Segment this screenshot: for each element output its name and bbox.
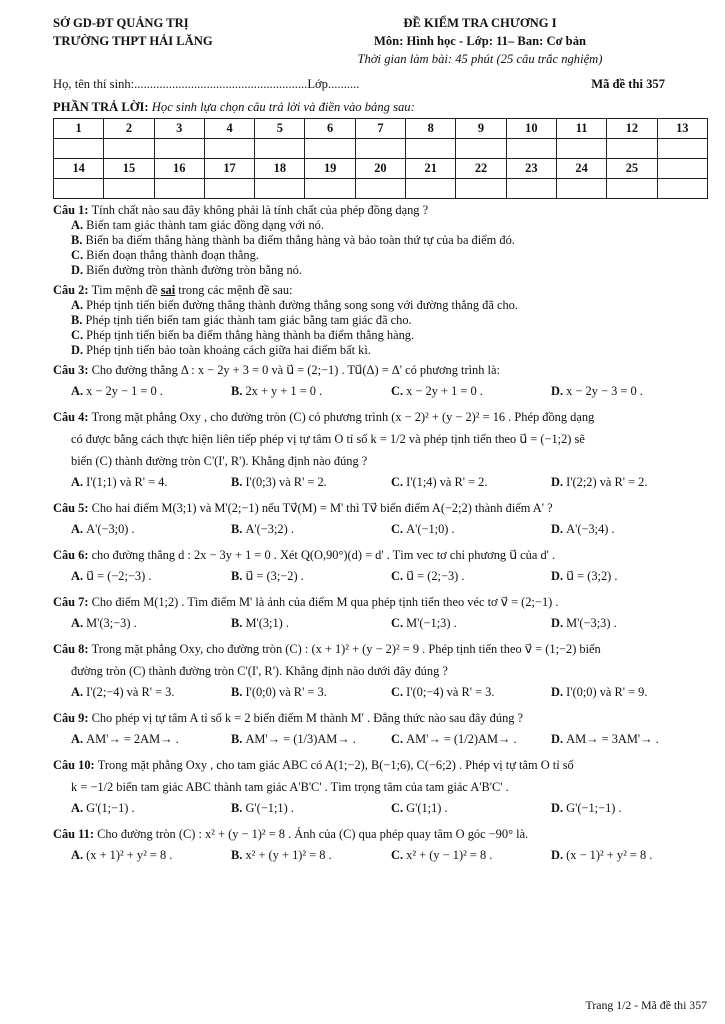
answer-option[interactable]: C. x² + (y − 1)² = 8 . <box>391 848 493 862</box>
exam-subject: Môn: Hình học - Lớp: 11– Ban: Cơ bản <box>374 34 586 48</box>
answer-option[interactable]: A. Biến tam giác thành tam giác đồng dạng với nó. <box>71 218 324 232</box>
answer-blank-cell[interactable] <box>657 139 707 159</box>
question-text: Câu 4: Trong mặt phẳng Oxy , cho đường tròn (C) có phương trình (x − 2)² + (y − 2)² = 16 . Phép đồng dạng <box>53 410 595 424</box>
answer-blank-cell[interactable] <box>406 179 456 199</box>
question-text: Câu 9: Cho phép vị tự tâm A tỉ số k = 2 biến điểm M thành M' . Đẳng thức nào sau đây đúng ? <box>53 711 524 725</box>
answer-number-cell: 19 <box>305 159 355 179</box>
answer-option[interactable]: D. I'(2;2) và R' = 2. <box>551 475 648 489</box>
exam-duration: Thời gian làm bài: 45 phút (25 câu trắc nghiệm) <box>357 52 603 66</box>
answer-option[interactable]: B. u⃗ = (3;−2) . <box>231 569 304 583</box>
answer-number-cell: 12 <box>607 119 657 139</box>
answer-option[interactable]: D. x − 2y − 3 = 0 . <box>551 384 643 398</box>
option-letter: C. <box>391 384 407 398</box>
answer-blank-cell[interactable] <box>657 179 707 199</box>
answer-option[interactable]: C. Phép tịnh tiến biến ba điểm thẳng hàng thành ba điểm thẳng hàng. <box>71 328 415 342</box>
answer-number-cell: 25 <box>607 159 657 179</box>
option-letter: C. <box>391 732 407 746</box>
question-label: Câu 8: <box>53 642 92 656</box>
option-letter: C. <box>71 328 87 342</box>
answer-option[interactable]: C. I'(1;4) và R' = 2. <box>391 475 488 489</box>
answer-number-cell: 4 <box>204 119 254 139</box>
answer-option[interactable]: A. (x + 1)² + y² = 8 . <box>71 848 173 862</box>
answer-option[interactable]: A. Phép tịnh tiến biến đường thẳng thành đường thẳng song song với đường thẳng đã cho. <box>71 298 518 312</box>
answer-section-title <box>53 100 415 115</box>
answer-section-label: PHẦN TRẢ LỜI: <box>53 100 149 114</box>
answer-option[interactable]: A. u⃗ = (−2;−3) . <box>71 569 152 583</box>
answer-option[interactable]: A. x − 2y − 1 = 0 . <box>71 384 163 398</box>
option-letter: A. <box>71 522 87 536</box>
question-block <box>53 282 711 362</box>
answer-blank-cell[interactable] <box>154 139 204 159</box>
option-letter: A. <box>71 848 87 862</box>
answer-blank-cell[interactable] <box>54 179 104 199</box>
answer-options-row <box>71 683 711 701</box>
question-label: Câu 7: <box>53 595 92 609</box>
question-block <box>53 641 711 710</box>
option-letter: D. <box>551 616 567 630</box>
answer-number-cell: 22 <box>456 159 506 179</box>
answer-option[interactable]: C. I'(0;−4) và R' = 3. <box>391 685 495 699</box>
option-letter: A. <box>71 475 87 489</box>
answer-option[interactable]: D. (x − 1)² + y² = 8 . <box>551 848 653 862</box>
question-gap <box>53 491 711 500</box>
answer-options-row <box>71 846 711 864</box>
answer-blank-cell[interactable] <box>607 139 657 159</box>
option-letter: B. <box>231 848 246 862</box>
question-text: Câu 7: Cho điểm M(1;2) . Tìm điểm M' là ảnh của điểm M qua phép tịnh tiến theo véc tơ v⃗ = (2;−1) . <box>53 595 559 609</box>
option-letter: B. <box>231 616 246 630</box>
option-letter: A. <box>71 569 87 583</box>
question-text: Câu 1: Tính chất nào sau đây không phải là tính chất của phép đồng dạng ? <box>53 203 429 217</box>
answer-number-cell: 11 <box>556 119 606 139</box>
question-label: Câu 9: <box>53 711 92 725</box>
option-letter: D. <box>551 384 567 398</box>
answer-options-row <box>71 730 711 748</box>
answer-blank-cell[interactable] <box>255 179 305 199</box>
header-right <box>300 14 660 68</box>
answer-number-cell: 8 <box>406 119 456 139</box>
option-letter: C. <box>391 801 407 815</box>
option-letter: D. <box>71 343 87 357</box>
answer-blank-cell[interactable] <box>255 139 305 159</box>
question-gap <box>53 632 711 641</box>
answer-options-row <box>71 799 711 817</box>
question-block <box>53 594 711 641</box>
option-letter: A. <box>71 384 87 398</box>
answer-options-row <box>71 567 711 585</box>
answer-option[interactable]: B. I'(0;3) và R' = 2. <box>231 475 327 489</box>
answer-blank-cell[interactable] <box>204 179 254 199</box>
option-letter: D. <box>551 848 567 862</box>
answer-blank-cell[interactable] <box>456 179 506 199</box>
question-block <box>53 757 711 826</box>
answer-option[interactable]: A. I'(2;−4) và R' = 3. <box>71 685 175 699</box>
answer-option[interactable]: A. M'(3;−3) . <box>71 616 137 630</box>
answer-option[interactable]: D. A'(−3;4) . <box>551 522 615 536</box>
answer-number-cell: 18 <box>255 159 305 179</box>
option-letter: D. <box>551 685 567 699</box>
answer-option[interactable]: C. Biến đoạn thẳng thành đoạn thẳng. <box>71 248 259 262</box>
answer-blank-cell[interactable] <box>506 139 556 159</box>
answer-option[interactable]: C. x − 2y + 1 = 0 . <box>391 384 483 398</box>
option-letter: B. <box>231 384 246 398</box>
question-gap <box>53 864 711 873</box>
option-letter: B. <box>71 313 86 327</box>
answer-option[interactable]: B. I'(0;0) và R' = 3. <box>231 685 327 699</box>
answer-options-row <box>71 614 711 632</box>
option-letter: C. <box>391 522 407 536</box>
answer-number-cell: 16 <box>154 159 204 179</box>
answer-number-cell: 10 <box>506 119 556 139</box>
question-label: Câu 6: <box>53 548 92 562</box>
answer-number-cell: 7 <box>355 119 405 139</box>
answer-options-row <box>71 473 711 491</box>
question-label: Câu 4: <box>53 410 92 424</box>
answer-option[interactable]: B. Biến ba điểm thẳng hàng thành ba điểm thẳng hàng và bảo toàn thứ tự của ba điểm đó. <box>71 233 515 247</box>
option-letter: D. <box>551 522 567 536</box>
question-gap <box>53 538 711 547</box>
answer-blank-cell[interactable] <box>305 179 355 199</box>
questions-list <box>53 202 711 873</box>
option-letter: B. <box>231 569 246 583</box>
answer-number-cell: 14 <box>54 159 104 179</box>
option-letter: D. <box>551 801 567 815</box>
question-text-continued: đường tròn (C) thành đường tròn C'(I', R'). Khẳng định nào dưới đây đúng ? <box>71 664 448 678</box>
answer-blank-cell[interactable] <box>305 139 355 159</box>
exam-code: Mã đề thi 357 <box>591 77 665 91</box>
answer-number-cell: 23 <box>506 159 556 179</box>
option-letter: B. <box>231 801 246 815</box>
answer-table <box>53 118 708 199</box>
header-left <box>53 14 213 50</box>
answer-number-cell: 6 <box>305 119 355 139</box>
answer-number-cell: 24 <box>556 159 606 179</box>
option-letter: C. <box>391 848 407 862</box>
answer-number-cell: 15 <box>104 159 154 179</box>
answer-option[interactable]: D. u⃗ = (3;2) . <box>551 569 618 583</box>
answer-number-cell: 17 <box>204 159 254 179</box>
option-letter: C. <box>391 569 407 583</box>
option-letter: A. <box>71 298 87 312</box>
answer-blank-cell[interactable] <box>104 139 154 159</box>
answer-option[interactable]: D. I'(0;0) và R' = 9. <box>551 685 648 699</box>
answer-blank-cell[interactable] <box>556 179 606 199</box>
question-block <box>53 710 711 757</box>
question-block <box>53 362 711 409</box>
option-letter: C. <box>391 685 407 699</box>
answer-number-cell: 21 <box>406 159 456 179</box>
answer-option[interactable]: B. AM'→ = (1/3)AM→ . <box>231 732 356 746</box>
answer-option[interactable]: A. I'(1;1) và R' = 4. <box>71 475 168 489</box>
answer-number-cell: 20 <box>355 159 405 179</box>
student-info-line <box>53 77 665 92</box>
answer-blank-cell[interactable] <box>54 139 104 159</box>
answer-option[interactable]: C. AM'→ = (1/2)AM→ . <box>391 732 517 746</box>
question-label: Câu 1: <box>53 203 92 217</box>
option-letter: A. <box>71 801 87 815</box>
answer-option[interactable]: C. M'(−1;3) . <box>391 616 457 630</box>
answer-blank-cell[interactable] <box>556 139 606 159</box>
answer-blank-cell[interactable] <box>607 179 657 199</box>
page-footer: Trang 1/2 - Mã đề thi 357 <box>585 998 707 1012</box>
answer-blank-cell[interactable] <box>406 139 456 159</box>
answer-blank-row <box>54 179 708 199</box>
option-letter: A. <box>71 616 87 630</box>
emphasis-word: sai <box>160 283 176 297</box>
answer-option[interactable]: A. G'(1;−1) . <box>71 801 135 815</box>
exam-title: ĐỀ KIỂM TRA CHƯƠNG I <box>403 16 557 30</box>
department-name: SỞ GD-ĐT QUẢNG TRỊ <box>53 16 189 30</box>
answer-option[interactable]: B. 2x + y + 1 = 0 . <box>231 384 323 398</box>
answer-blank-row <box>54 139 708 159</box>
question-block <box>53 500 711 547</box>
answer-options-row <box>71 520 711 538</box>
answer-option[interactable]: B. M'(3;1) . <box>231 616 289 630</box>
question-text: Câu 3: Cho đường thẳng Δ : x − 2y + 3 = 0 và u⃗ = (2;−1) . Tu⃗(Δ) = Δ' có phương trình là: <box>53 363 500 377</box>
option-letter: D. <box>71 263 87 277</box>
option-letter: B. <box>71 233 86 247</box>
question-text: Câu 2: Tìm mệnh đề sai trong các mệnh đề sau: <box>53 283 293 297</box>
answer-number-cell <box>657 159 707 179</box>
question-label: Câu 11: <box>53 827 98 841</box>
answer-option[interactable]: D. Phép tịnh tiến bảo toàn khoảng cách giữa hai điểm bất kì. <box>71 343 371 357</box>
answer-option[interactable]: A. A'(−3;0) . <box>71 522 135 536</box>
option-letter: A. <box>71 685 87 699</box>
option-letter: B. <box>231 522 246 536</box>
answer-number-cell: 13 <box>657 119 707 139</box>
option-letter: B. <box>231 732 246 746</box>
question-block <box>53 202 711 282</box>
answer-option[interactable]: D. M'(−3;3) . <box>551 616 617 630</box>
question-gap <box>53 817 711 826</box>
answer-option[interactable]: C. u⃗ = (2;−3) . <box>391 569 465 583</box>
answer-blank-cell[interactable] <box>154 179 204 199</box>
answer-options-row <box>71 382 711 400</box>
answer-option[interactable]: C. A'(−1;0) . <box>391 522 455 536</box>
option-letter: A. <box>71 732 87 746</box>
answer-option[interactable]: A. AM'→ = 2AM→ . <box>71 732 179 746</box>
question-label: Câu 2: <box>53 283 92 297</box>
question-label: Câu 10: <box>53 758 98 772</box>
option-letter: A. <box>71 218 87 232</box>
answer-blank-cell[interactable] <box>355 139 405 159</box>
question-block <box>53 409 711 500</box>
option-letter: C. <box>391 616 407 630</box>
question-text: Câu 10: Trong mặt phẳng Oxy , cho tam giác ABC có A(1;−2), B(−1;6), C(−6;2) . Phép vị tự tâm O tỉ số <box>53 758 574 772</box>
answer-number-cell: 3 <box>154 119 204 139</box>
question-gap <box>53 748 711 757</box>
answer-blank-cell[interactable] <box>506 179 556 199</box>
answer-number-row <box>54 159 708 179</box>
answer-number-cell: 2 <box>104 119 154 139</box>
question-text-continued: biến (C) thành đường tròn C'(I', R'). Khẳng định nào đúng ? <box>71 454 368 468</box>
answer-blank-cell[interactable] <box>355 179 405 199</box>
school-name: TRƯỜNG THPT HẢI LĂNG <box>53 34 213 48</box>
student-name-field: Họ, tên thí sinh:.......................................................Lớp.......... <box>53 77 360 91</box>
answer-option[interactable]: B. G'(−1;1) . <box>231 801 294 815</box>
answer-option[interactable]: B. x² + (y + 1)² = 8 . <box>231 848 332 862</box>
answer-option[interactable]: C. G'(1;1) . <box>391 801 448 815</box>
question-gap <box>53 701 711 710</box>
question-label: Câu 5: <box>53 501 92 515</box>
question-text: Câu 11: Cho đường tròn (C) : x² + (y − 1)² = 8 . Ảnh của (C) qua phép quay tâm O góc −90° là. <box>53 827 529 841</box>
answer-option[interactable]: B. Phép tịnh tiến biến tam giác thành tam giác bằng tam giác đã cho. <box>71 313 412 327</box>
option-letter: D. <box>551 569 567 583</box>
option-letter: C. <box>391 475 407 489</box>
answer-number-cell: 1 <box>54 119 104 139</box>
answer-number-cell: 5 <box>255 119 305 139</box>
option-letter: B. <box>231 475 246 489</box>
question-label: Câu 3: <box>53 363 92 377</box>
question-gap <box>53 400 711 409</box>
question-text: Câu 6: cho đường thẳng d : 2x − 3y + 1 = 0 . Xét Q(O,90°)(d) = d' . Tìm vec tơ chỉ phương u⃗ của d' . <box>53 548 556 562</box>
question-block <box>53 826 711 873</box>
answer-blank-cell[interactable] <box>204 139 254 159</box>
answer-number-row <box>54 119 708 139</box>
answer-option[interactable]: B. A'(−3;2) . <box>231 522 294 536</box>
answer-option[interactable]: D. G'(−1;−1) . <box>551 801 622 815</box>
answer-blank-cell[interactable] <box>104 179 154 199</box>
option-letter: D. <box>551 732 567 746</box>
answer-number-cell: 9 <box>456 119 506 139</box>
answer-option[interactable]: D. Biến đường tròn thành đường tròn bằng nó. <box>71 263 302 277</box>
question-block <box>53 547 711 594</box>
option-letter: B. <box>231 685 246 699</box>
question-text-continued: k = −1/2 biến tam giác ABC thành tam giác A'B'C' . Tìm trọng tâm của tam giác A'B'C' . <box>71 780 509 794</box>
question-text: Câu 8: Trong mặt phẳng Oxy, cho đường tròn (C) : (x + 1)² + (y − 2)² = 9 . Phép tịnh tiến theo v⃗ = (1;−2) biến <box>53 642 601 656</box>
answer-option[interactable]: D. AM→ = 3AM'→ . <box>551 732 659 746</box>
answer-blank-cell[interactable] <box>456 139 506 159</box>
answer-section-instruction: Học sinh lựa chọn câu trả lời và điền vào bảng sau: <box>151 100 415 114</box>
option-letter: D. <box>551 475 567 489</box>
option-letter: C. <box>71 248 87 262</box>
question-text: Câu 5: Cho hai điểm M(3;1) và M'(2;−1) nếu Tv⃗(M) = M' thì Tv⃗ biến điểm A(−2;2) thành điểm A' ? <box>53 501 553 515</box>
question-text-continued: có được bằng cách thực hiện liên tiếp phép vị tự tâm O tỉ số k = 1/2 và phép tịnh tiến theo u⃗ = (−1;2) sẽ <box>71 432 585 446</box>
question-gap <box>53 585 711 594</box>
